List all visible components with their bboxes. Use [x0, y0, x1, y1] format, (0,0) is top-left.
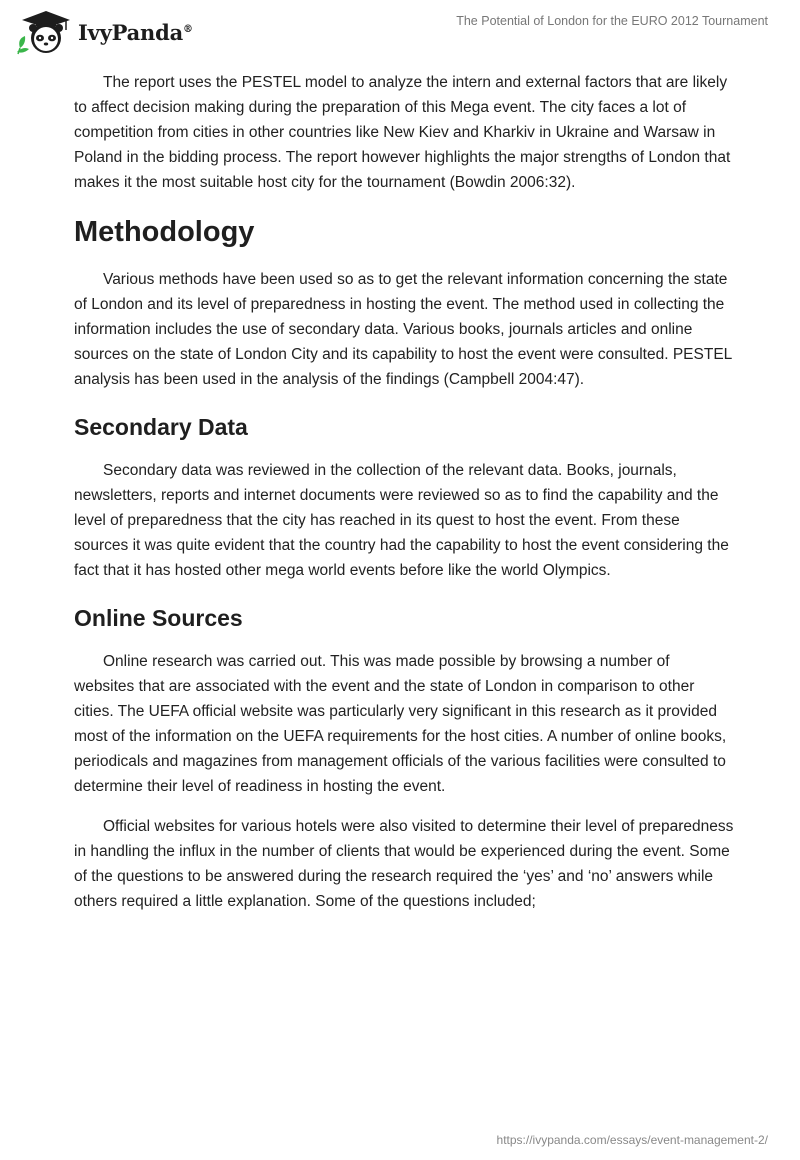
online-sources-paragraph-1: Online research was carried out. This was made possible by browsing a number of websites that are associated with the event and the state of London in comparison to other cities. The UEFA official website was particularly very significant in this research as it provided most of the information on the UEFA requirements for the host cities. A number of online books, periodicals and magazines from management officials of the various facilities were consulted to determine their level of readiness in hosting the event.: [74, 653, 727, 795]
secondary-data-paragraph: Secondary data was reviewed in the collection of the relevant data. Books, journals, newsletters, reports and internet documents were reviewed so as to find the capability and the level of preparedness that the city has reached in its quest to host the event. From these sources it was quite evident that the country had the capability to host the event considering the fact that it has hosted other mega world events before like the world Olympics.: [74, 462, 729, 579]
intro-paragraph: The report uses the PESTEL model to analyze the intern and external factors that are likely to affect decision making during the preparation of this Mega event. The city faces a lot of competition from cities in other countries like New Kiev and Kharkiv in Ukraine and Warsaw in Poland in the bidding process. The report however highlights the major strengths of London that makes it the most suitable host city for the tournament (Bowdin 2006:32).: [74, 74, 731, 191]
panda-graduate-icon: [14, 8, 74, 56]
methodology-heading: Methodology: [74, 216, 255, 248]
essay-content: [74, 70, 734, 929]
page-header: [0, 0, 800, 62]
online-sources-heading: Online Sources: [74, 605, 243, 631]
methodology-paragraph: Various methods have been used so as to get the relevant information concerning the state of London and its level of preparedness in hosting the event. The method used in collecting the information includes the use of secondary data. Various books, journals articles and online sources on the state of London City and its capability to host the event were consulted. PESTEL analysis has been used in the analysis of the findings (Campbell 2004:47).: [74, 271, 732, 388]
document-title: The Potential of London for the EURO 2012 Tournament: [456, 14, 768, 28]
logo-wordmark: IvyPanda®: [78, 19, 193, 45]
ivypanda-logo[interactable]: [14, 8, 193, 56]
footer-url-link[interactable]: https://ivypanda.com/essays/event-management-2/: [496, 1133, 768, 1147]
secondary-data-heading: Secondary Data: [74, 414, 248, 440]
online-sources-paragraph-2: Official websites for various hotels were also visited to determine their level of preparedness in handling the influx in the number of clients that would be experienced during the event. Some of the questions to be answered during the research required the ‘yes’ and ‘no’ answers while others required a little explanation. Some of the questions included;: [74, 818, 734, 910]
